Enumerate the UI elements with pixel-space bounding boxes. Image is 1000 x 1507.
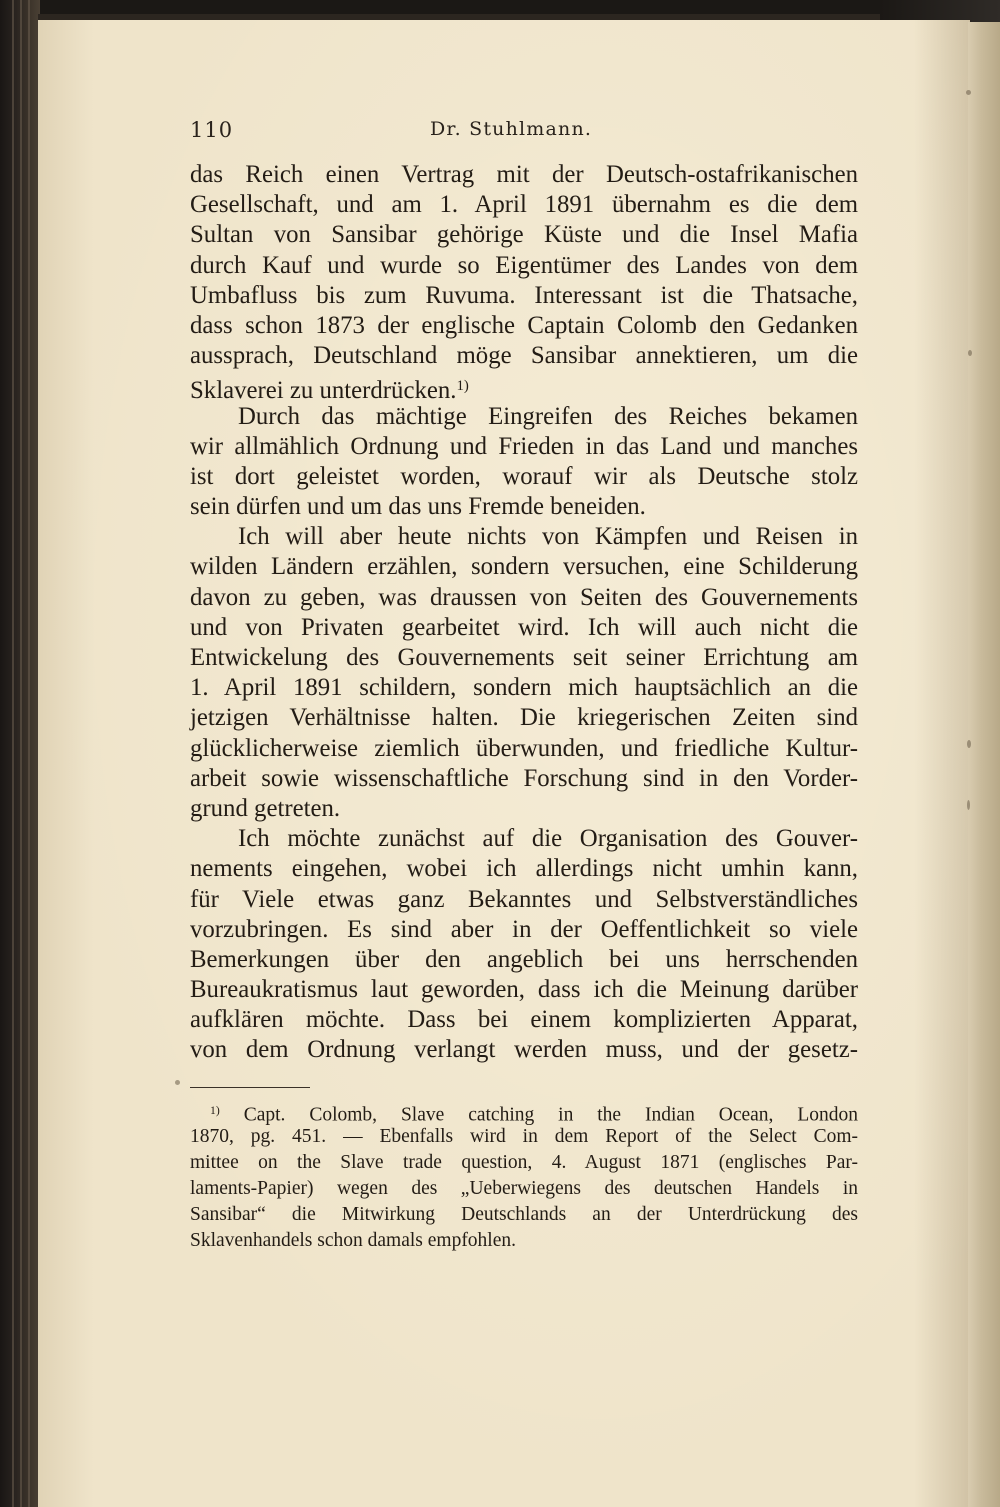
text-line: 1. April 1891 schildern, sondern mich hauptsächlich an die <box>190 674 858 702</box>
footnote-marker: 1) <box>210 1104 220 1117</box>
text-line: Durch das mächtige Eingreifen des Reiches bekamen <box>238 402 858 430</box>
text-line: sein dürfen und um das uns Fremde beneiden. <box>190 493 646 521</box>
text-line: aufklären möchte. Dass bei einem komplizierten Apparat, <box>190 1006 858 1034</box>
footnote-line-content: Capt. Colomb, Slave catching in the Indian Ocean, London <box>243 1104 859 1126</box>
text-line: für Viele etwas ganz Bekanntes und Selbstverständliches <box>190 885 858 913</box>
text-line: ist dort geleistet worden, worauf wir als Deutsche stolz <box>190 462 858 490</box>
text-line: nements eingehen, wobei ich allerdings nicht umhin kann, <box>190 855 858 883</box>
text-line: wilden Ländern erzählen, sondern versuchen, eine Schilderung <box>190 553 858 581</box>
footnote-line: 1870, pg. 451. — Ebenfalls wird in dem Report of the Select Com- <box>190 1126 858 1147</box>
text-line <box>190 371 858 405</box>
footnote-line: mittee on the Slave trade question, 4. August 1871 (englisches Par- <box>190 1152 858 1173</box>
gutter-line <box>28 0 30 1507</box>
text-line: davon zu geben, was draussen von Seiten des Gouvernements <box>190 583 858 611</box>
text-line: Bureaukratismus laut geworden, dass ich die Meinung darüber <box>190 976 858 1004</box>
text-line: durch Kauf und wurde so Eigentümer des Landes von dem <box>190 251 858 279</box>
footnote-reference: 1) <box>456 378 469 395</box>
binding-gutter <box>0 0 40 1507</box>
running-head <box>190 118 860 148</box>
text-line: Ich will aber heute nichts von Kämpfen und Reisen in <box>238 523 858 551</box>
text-line: glücklicherweise ziemlich überwunden, und friedliche Kultur- <box>190 734 858 762</box>
text-line: dass schon 1873 der englische Captain Colomb den Gedanken <box>190 311 858 339</box>
page-number: 110 <box>190 118 234 142</box>
paper-speck <box>967 740 971 748</box>
footnote-line: Sansibar“ die Mitwirkung Deutschlands an der Unterdrückung des <box>190 1204 858 1225</box>
text-line: Ich möchte zunächst auf die Organisation des Gouver- <box>238 825 858 853</box>
text-line: von dem Ordnung verlangt werden muss, und der gesetz- <box>190 1036 858 1064</box>
footnote <box>190 1098 858 1254</box>
text-line: vorzubringen. Es sind aber in der Oeffentlichkeit so viele <box>190 915 858 943</box>
text-line: Umbafluss bis zum Ruvuma. Interessant ist die Thatsache, <box>190 281 858 309</box>
text-line: Entwickelung des Gouvernements seit seiner Errichtung am <box>190 644 858 671</box>
paper-speck <box>966 90 971 95</box>
gutter-line <box>20 0 22 1507</box>
paper-speck <box>967 800 970 810</box>
footnote-divider <box>190 1087 310 1088</box>
text-line: grund getreten. <box>190 794 341 822</box>
text-line: arbeit sowie wissenschaftliche Forschung sind in den Vorder- <box>190 764 858 792</box>
text-line-content: Sklaverei zu unterdrücken. <box>190 377 457 405</box>
text-line: das Reich einen Vertrag mit der Deutsch-ostafrikanischen <box>190 161 858 188</box>
text-line: Sultan von Sansibar gehörige Küste und die Insel Mafia <box>190 221 858 249</box>
body-text <box>190 160 858 1066</box>
running-head-title: Dr. Stuhlmann. <box>430 118 593 140</box>
text-line: wir allmählich Ordnung und Frieden in das Land und manches <box>190 432 858 460</box>
text-line: Bemerkungen über den angeblich bei uns herrschenden <box>190 945 858 973</box>
paper-speck <box>968 350 972 356</box>
gutter-line <box>12 0 14 1507</box>
text-line: aussprach, Deutschland möge Sansibar annektieren, um die <box>190 342 858 370</box>
text-line: und von Privaten gearbeitet wird. Ich will auch nicht die <box>190 613 858 641</box>
footnote-line: Sklavenhandels schon damals empfohlen. <box>190 1230 517 1251</box>
paper-speck <box>175 1080 180 1085</box>
text-line: Gesellschaft, und am 1. April 1891 übernahm es die dem <box>190 191 858 219</box>
page-fore-edge <box>968 22 1000 1507</box>
text-line: jetzigen Verhältnisse halten. Die kriegerischen Zeiten sind <box>190 704 858 732</box>
footnote-line <box>190 1098 858 1124</box>
footnote-line: laments-Papier) wegen des „Ueberwiegens des deutschen Handels in <box>190 1178 858 1199</box>
